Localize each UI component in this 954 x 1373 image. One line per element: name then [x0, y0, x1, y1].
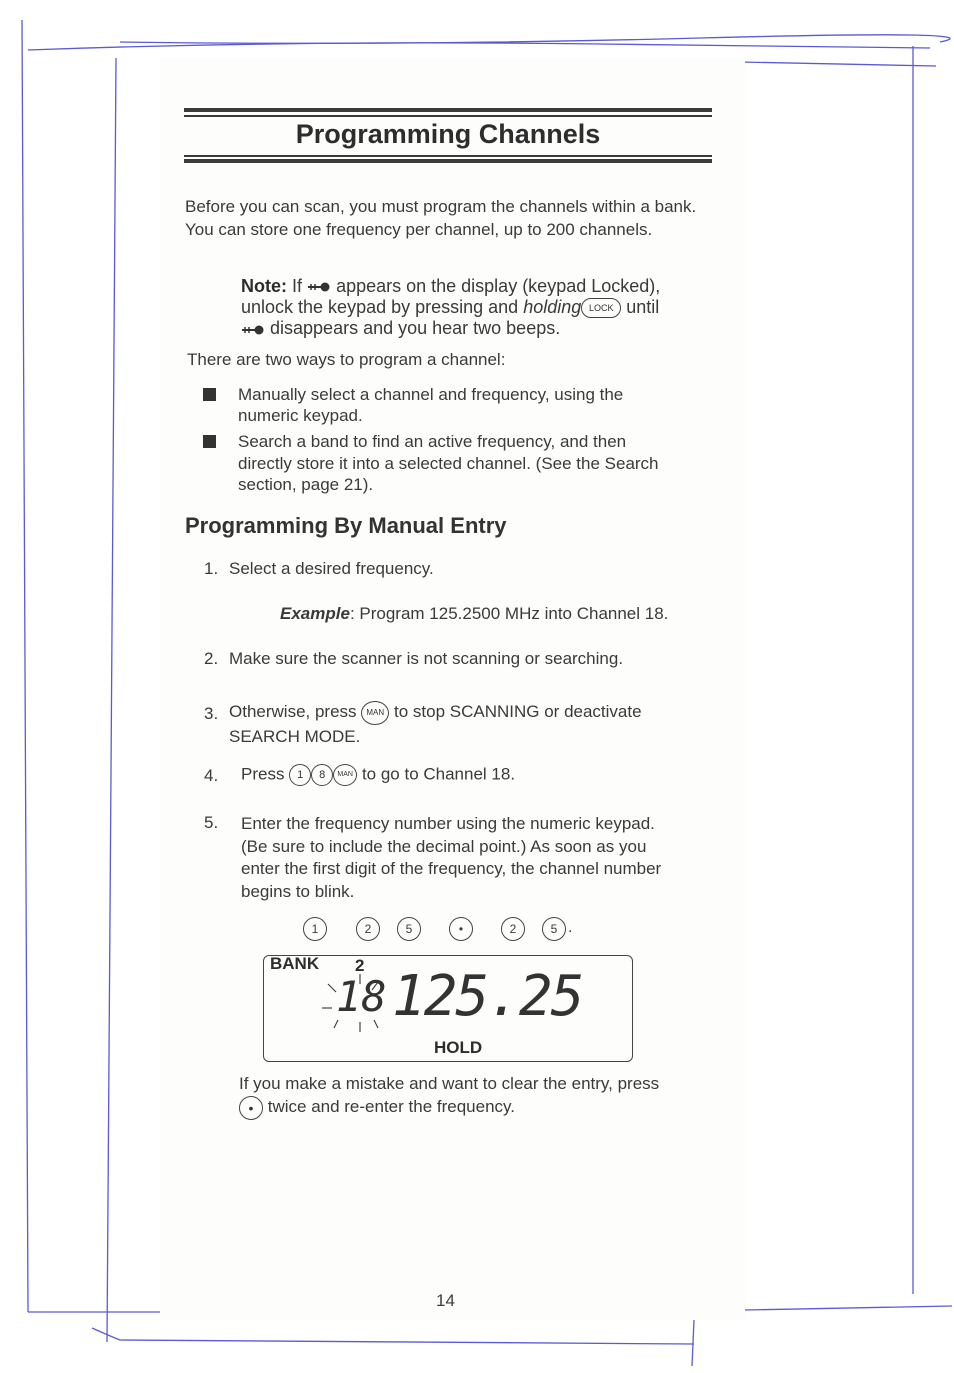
step-5-line-3: enter the first digit of the frequency, the channel number: [241, 859, 662, 878]
bullet-square-icon: [203, 435, 216, 448]
key-lock-icon: [307, 281, 331, 293]
step-4-number: 4.: [204, 766, 219, 785]
page-sheet: [160, 58, 745, 1320]
bullet-item-1: [238, 384, 708, 426]
step-5-line-2: (Be sure to include the decimal point.) As soon as you: [241, 836, 647, 856]
bullet-2-line-1: Search a band to find an active frequency, and then: [238, 432, 627, 451]
step-3-number: 3.: [204, 704, 219, 723]
mistake-paragraph: [239, 1072, 659, 1120]
note-text-holding: holding: [523, 297, 582, 317]
step-3-post: to stop SCANNING or deactivate: [394, 702, 642, 721]
step-5-line-1: Enter the frequency number using the numeric keypad.: [241, 814, 655, 833]
key-5-icon: 5: [397, 917, 421, 941]
intro-paragraph: Before you can scan, you must program the channels within a bank. You can store one frequency per channel, up to 200 channels.: [185, 197, 697, 239]
example-label: Example: [280, 604, 350, 623]
step-3-pre: Otherwise, press: [229, 702, 357, 721]
man-key-icon-2: MAN: [333, 764, 357, 786]
lcd-display: [263, 955, 633, 1062]
lcd-channel-number: 18: [336, 972, 387, 1021]
lcd-bank-number: 2: [355, 956, 365, 975]
lcd-frequency: 125.25: [392, 964, 583, 1029]
page-number: 14: [436, 1291, 455, 1310]
step-4-post: to go to Channel 18.: [361, 764, 516, 784]
step-2-number: 2.: [204, 649, 219, 668]
step-3-line2: SEARCH MODE.: [229, 726, 361, 746]
mistake-line-1: If you make a mistake and want to clear the entry, press: [239, 1074, 660, 1093]
example-text: : Program 125.2500 MHz into Channel 18.: [349, 604, 669, 623]
bullet-2-line-2: directly store it into a selected channel. (See the Search: [238, 453, 659, 473]
key-5-icon: 5: [542, 917, 566, 941]
key-2-icon: 2: [501, 917, 525, 941]
bullet-item-2: [238, 431, 713, 496]
note-text-if: If: [292, 276, 303, 296]
lcd-status-hold: HOLD: [434, 1038, 483, 1057]
step-1-text: Select a desired frequency.: [229, 559, 434, 578]
step-5-line-4: begins to blink.: [241, 881, 355, 901]
example-line: [280, 604, 668, 624]
step-5-text: [241, 813, 711, 903]
key-sequence: [0, 917, 954, 943]
note-text-until: until: [626, 297, 660, 317]
step-4-text: [241, 764, 515, 786]
key-decimal-icon: •: [239, 1096, 263, 1120]
step-2-text: Make sure the scanner is not scanning or searching.: [229, 649, 624, 668]
section-heading: Programming By Manual Entry: [185, 513, 507, 538]
lock-key-icon: LOCK: [581, 298, 621, 318]
key-sequence-period: .: [568, 919, 573, 936]
bullet-1-line-1: Manually select a channel and frequency, using the: [238, 385, 624, 404]
title-rule-bottom-thin: [184, 155, 712, 157]
bullet-square-icon: [203, 388, 216, 401]
key-2-icon: 2: [356, 917, 380, 941]
step-1-number: 1.: [204, 559, 219, 578]
note-block: [241, 276, 721, 339]
key-8-icon: 8: [311, 764, 333, 786]
note-label: Note:: [241, 276, 287, 296]
key-lock-icon-2: [241, 324, 265, 336]
step-4-pre: Press: [241, 764, 285, 784]
lcd-bank-label: BANK: [270, 954, 320, 973]
note-text-line1: appears on the display (keypad Locked),: [336, 276, 661, 296]
man-key-icon: MAN: [361, 701, 389, 725]
page-title: Programming Channels: [295, 119, 601, 149]
mistake-line-2: twice and re-enter the frequency.: [267, 1097, 515, 1116]
title-rule-top-thick: [184, 108, 712, 112]
step-3-text: [229, 700, 642, 749]
key-decimal-icon: •: [449, 917, 473, 941]
note-text-line3: disappears and you hear two beeps.: [270, 318, 561, 339]
key-1-icon: 1: [303, 917, 327, 941]
note-text-line2: unlock the keypad by pressing and: [241, 297, 519, 317]
title-rule-bottom-thick: [184, 159, 712, 163]
bullet-1-line-2: numeric keypad.: [238, 406, 363, 425]
key-1-icon: 1: [289, 764, 311, 786]
title-rule-top-thin: [184, 115, 712, 117]
step-5-number: 5.: [204, 813, 219, 832]
bullet-2-line-3: section, page 21).: [238, 475, 374, 494]
ways-intro: There are two ways to program a channel:: [187, 350, 506, 369]
